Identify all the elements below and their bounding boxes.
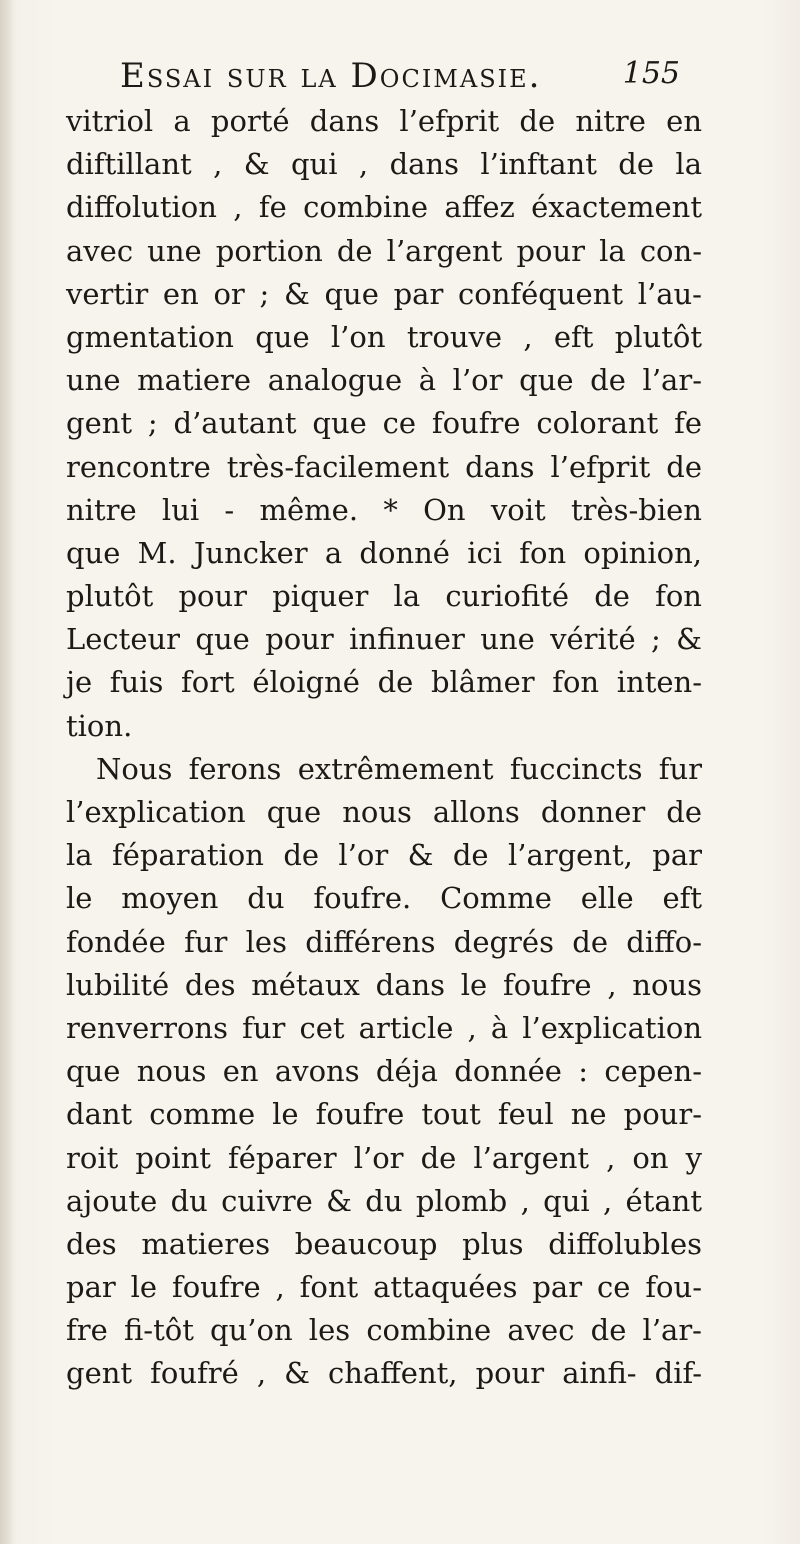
text-line: gmentation que l’on trouve , eft plutôt xyxy=(66,319,702,354)
text-line: par le foufre , font attaquées par ce fou- xyxy=(66,1270,702,1305)
page-gutter-shadow xyxy=(0,0,14,1544)
text-line: tion. xyxy=(66,708,133,743)
page-header xyxy=(120,56,680,106)
text-line: vertir en or ; & que par conféquent l’au- xyxy=(66,276,702,311)
text-line: Lecteur que pour infinuer une vérité ; & xyxy=(66,622,702,657)
text-line: que M. Juncker a donné ici fon opinion, xyxy=(66,535,702,570)
text-line: lubilité des métaux dans le foufre , nous xyxy=(66,967,702,1002)
text-line: gent ; d’autant que ce foufre colorant fe xyxy=(66,406,702,441)
text-line: rencontre très-facilement dans l’efprit de xyxy=(66,449,702,484)
text-line: dant comme le foufre tout feul ne pour- xyxy=(66,1097,702,1132)
body-text xyxy=(66,100,702,1396)
paragraph-start-line: Nous ferons extrêmement fuccincts fur xyxy=(96,751,702,786)
text-line: vitriol a porté dans l’efprit de nitre en xyxy=(66,104,702,138)
text-line: la féparation de l’or & de l’argent, par xyxy=(66,838,702,873)
text-line: renverrons fur cet article , à l’explication xyxy=(66,1010,702,1045)
page-number: 155 xyxy=(622,56,680,91)
text-line: l’explication que nous allons donner de xyxy=(66,795,702,829)
text-line: plutôt pour piquer la curiofité de fon xyxy=(66,579,702,614)
text-line: roit point féparer l’or de l’argent , on y xyxy=(66,1140,702,1175)
text-line: je fuis fort éloigné de blâmer fon inten- xyxy=(66,665,702,700)
text-line: gent foufré , & chaffent, pour ainfi- dif- xyxy=(66,1356,702,1391)
text-line: fre fi-tôt qu’on les combine avec de l’ar- xyxy=(66,1313,702,1348)
text-line: des matieres beaucoup plus diffolubles xyxy=(66,1226,702,1261)
text-line: ajoute du cuivre & du plomb , qui , étant xyxy=(66,1183,702,1218)
text-line: le moyen du foufre. Comme elle eft xyxy=(66,881,702,916)
text-line: que nous en avons déja donnée : cepen- xyxy=(66,1054,702,1089)
text-line: fondée fur les différens degrés de diffo- xyxy=(66,924,702,959)
text-line: diffolution , fe combine affez éxactement xyxy=(66,190,702,225)
text-line: une matiere analogue à l’or que de l’ar- xyxy=(66,363,702,398)
running-title: Essai sur la Docimasie. xyxy=(120,56,542,96)
text-line: diftillant , & qui , dans l’inftant de la xyxy=(66,147,702,182)
text-line: avec une portion de l’argent pour la con- xyxy=(66,233,702,268)
text-line: nitre lui - même. * On voit très-bien xyxy=(66,492,702,527)
